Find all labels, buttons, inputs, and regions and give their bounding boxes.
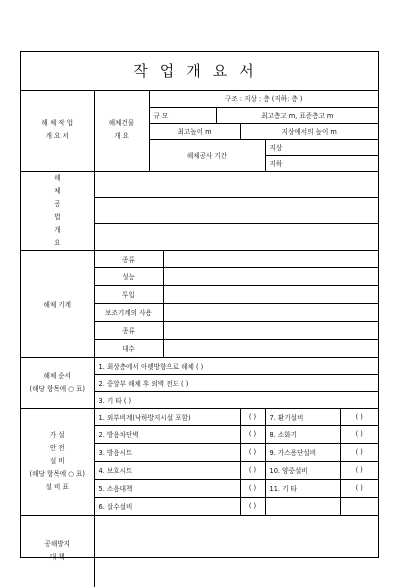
form-table xyxy=(21,90,378,587)
period-above-field[interactable]: 지상 xyxy=(265,139,378,155)
machine-row-label: 투입 xyxy=(94,285,163,303)
facility-empty[interactable] xyxy=(265,497,340,515)
facility-label: 가 설 안 전 설 비 (해당 항목에 ○ 표) 설 비 표 xyxy=(21,408,94,515)
facility-item: 6. 살수설비 xyxy=(94,497,240,515)
facility-check[interactable]: ( ) xyxy=(340,408,378,425)
building-overview-label: 해체건물 개 요 xyxy=(94,90,149,171)
demolition-period-label: 해체공사 기간 xyxy=(149,139,265,171)
overview-label: 해 체 작 업 개 요 서 xyxy=(21,90,94,171)
form-title: 작업개요서 xyxy=(21,52,378,91)
facility-item: 5. 소음대책 xyxy=(94,479,240,497)
machine-type-field[interactable] xyxy=(163,250,378,267)
facility-check[interactable]: ( ) xyxy=(340,425,378,443)
order-label: 해체 순서 (해당 항목에 ○ 표) xyxy=(21,357,94,408)
aux-machine-field[interactable] xyxy=(163,303,378,321)
top-height-field[interactable]: 최고높이 m xyxy=(149,123,240,139)
period-below-field[interactable]: 지하 xyxy=(265,155,378,171)
facility-item: 8. 소화기 xyxy=(265,425,340,443)
facility-check[interactable]: ( ) xyxy=(240,497,265,515)
facility-check[interactable]: ( ) xyxy=(240,479,265,497)
scale-label: 규 모 xyxy=(149,107,216,123)
machine-input-field[interactable] xyxy=(163,285,378,303)
facility-check[interactable]: ( ) xyxy=(340,443,378,461)
facility-item: 9. 가스용단설비 xyxy=(265,443,340,461)
machine-row-label: 대수 xyxy=(94,339,163,357)
facility-check[interactable]: ( ) xyxy=(240,408,265,425)
aux-count-field[interactable] xyxy=(163,339,378,357)
facility-empty[interactable] xyxy=(340,497,378,515)
facility-check[interactable]: ( ) xyxy=(240,461,265,479)
facility-item: 11. 기 타 xyxy=(265,479,340,497)
facility-check[interactable]: ( ) xyxy=(340,479,378,497)
order-option[interactable]: 1. 최상층에서 아랫방향으로 해체 ( ) xyxy=(94,357,378,374)
work-overview-form xyxy=(20,51,379,562)
machine-row-label: 성능 xyxy=(94,267,163,285)
facility-item: 1. 외부비계(낙하방지시설 포함) xyxy=(94,408,240,425)
machine-label: 해체 기계 xyxy=(21,250,94,357)
aux-type-field[interactable] xyxy=(163,321,378,339)
pollution-label: 공해방지 대 책 xyxy=(21,515,94,587)
machine-row-label: 보조기계의 사용 xyxy=(94,303,163,321)
order-option[interactable]: 2. 중앙부 해체 후 외벽 전도 ( ) xyxy=(94,374,378,391)
facility-item: 3. 방음시트 xyxy=(94,443,240,461)
method-line-1[interactable] xyxy=(94,171,378,197)
height-field[interactable]: 최고층고 m, 표준층고 m xyxy=(216,107,378,123)
facility-item: 2. 방음차단벽 xyxy=(94,425,240,443)
facility-item: 7. 환기설비 xyxy=(265,408,340,425)
method-label: 해 체 공 법 개 요 xyxy=(21,171,94,250)
machine-row-label: 종류 xyxy=(94,321,163,339)
facility-check[interactable]: ( ) xyxy=(240,425,265,443)
machine-performance-field[interactable] xyxy=(163,267,378,285)
pollution-field[interactable] xyxy=(94,515,378,587)
facility-check[interactable]: ( ) xyxy=(240,443,265,461)
ground-height-field[interactable]: 지상에서의 높이 m xyxy=(240,123,378,139)
method-line-2[interactable] xyxy=(94,197,378,223)
facility-item: 4. 보호시트 xyxy=(94,461,240,479)
structure-field[interactable]: 구조 : 지상 : 층 (지하: 층 ) xyxy=(149,90,378,107)
facility-check[interactable]: ( ) xyxy=(340,461,378,479)
facility-item: 10. 양중설비 xyxy=(265,461,340,479)
order-option[interactable]: 3. 기 타 ( ) xyxy=(94,391,378,408)
method-line-3[interactable] xyxy=(94,224,378,250)
machine-row-label: 종류 xyxy=(94,250,163,267)
